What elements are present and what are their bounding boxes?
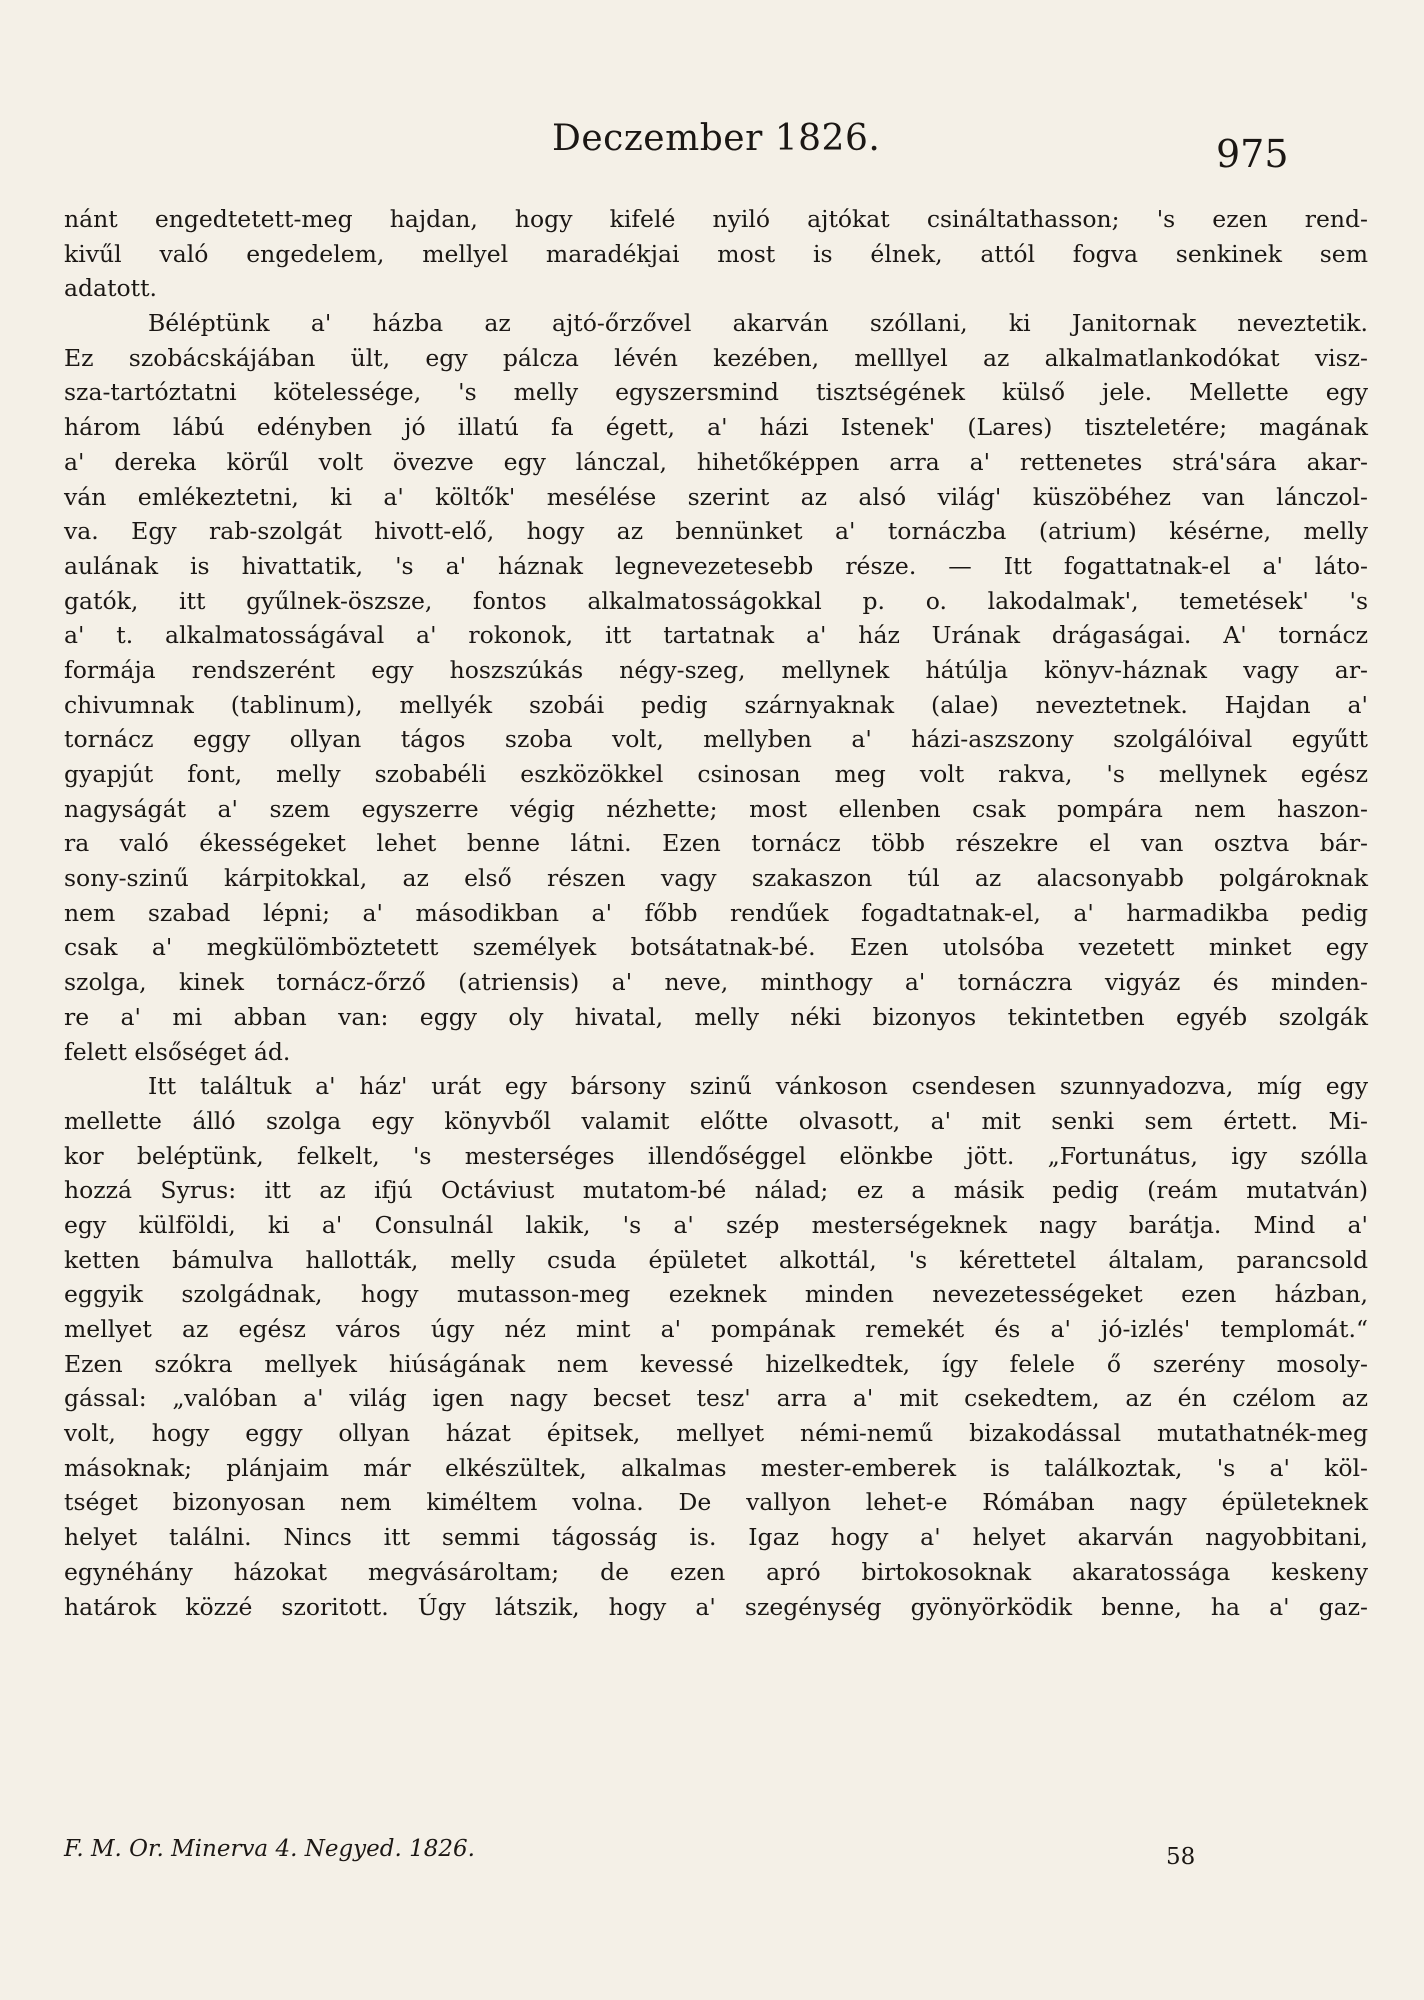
text-line: mellyet az egész város úgy néz mint a' pompának remekét és a' jó-izlés' templomát.“ <box>64 1315 1368 1343</box>
text-line: határok közzé szoritott. Úgy látszik, hogy a' szegénység gyönyörködik benne, ha a' gaz- <box>64 1592 1368 1621</box>
text-line: nánt engedtetett-meg hajdan, hogy kifelé nyiló ajtókat csináltathasson; 's ezen rend- <box>64 205 1368 233</box>
text-line: három lábú edényben jó illatú fa égett, a' házi Istenek' (Lares) tiszteletére; magának <box>64 413 1368 442</box>
text-line: gással: „valóban a' világ igen nagy becset tesz' arra a' mit csekedtem, az én czélom az <box>64 1384 1368 1413</box>
running-title: Deczember 1826. <box>552 118 881 159</box>
paragraph <box>64 306 1368 1069</box>
text-line: nem szabad lépni; a' másodikban a' főbb rendűek fogadtatnak-el, a' harmadikba pedig <box>64 898 1368 927</box>
text-line: csak a' megkülömböztetett személyek botsátatnak-bé. Ezen utolsóba vezetett minket egy <box>64 933 1368 962</box>
text-line: tséget bizonyosan nem kiméltem volna. De vallyon lehet-e Rómában nagy épületeknek <box>64 1488 1368 1517</box>
text-line: ra való ékességeket lehet benne látni. Ezen tornácz több részekre el van osztva bár- <box>64 829 1368 858</box>
page-footer <box>64 1836 1368 1876</box>
signature-mark: F. M. Or. Minerva 4. Negyed. 1826. <box>64 1836 475 1862</box>
text-line: Ez szobácskájában ült, egy pálcza lévén kezében, melllyel az alkalmatlankodókat visz- <box>64 343 1368 372</box>
paragraph <box>64 1069 1368 1624</box>
text-line: Ezen szókra mellyek hiúságának nem kevessé hizelkedtek, így felele ő szerény mosoly- <box>64 1349 1368 1378</box>
text-line: a' dereka körűl volt övezve egy lánczal, hihetőképpen arra a' rettenetes strá'sára akar- <box>64 447 1368 476</box>
text-line: nagyságát a' szem egyszerre végig nézhette; most ellenben csak pompára nem haszon- <box>64 794 1368 823</box>
text-line: re a' mi abban van: eggy oly hivatal, melly néki bizonyos tekintetben egyéb szolgák <box>64 1002 1368 1031</box>
text-line: egy külföldi, ki a' Consulnál lakik, 's a' szép mesterségeknek nagy barátja. Mind a' <box>64 1210 1368 1239</box>
text-line: tornácz eggy ollyan tágos szoba volt, mellyben a' házi-aszszony szolgálóival egyűtt <box>64 725 1368 754</box>
page-header <box>0 118 1424 174</box>
sheet-number: 58 <box>1166 1844 1196 1870</box>
text-line: ketten bámulva hallották, melly csuda épületet alkottál, 's kérettetel általam, parancsold <box>64 1245 1368 1274</box>
text-line: felett elsőséget ád. <box>64 1037 291 1066</box>
text-line: egynéhány házokat megvásároltam; de ezen apró birtokosoknak akaratossága keskeny <box>64 1557 1368 1586</box>
page-number: 975 <box>1216 132 1289 176</box>
text-line: adatott. <box>64 274 158 303</box>
text-line: kor beléptünk, felkelt, 's mesterséges illendőséggel elönkbe jött. „Fortunátus, igy szólla <box>64 1141 1368 1170</box>
text-line: hozzá Syrus: itt az ifjú Octáviust mutatom-bé nálad; ez a másik pedig (reám mutatván) <box>64 1176 1368 1205</box>
text-line: gatók, itt gyűlnek-öszsze, fontos alkalmatosságokkal p. o. lakodalmak', temetések' 's <box>64 586 1368 615</box>
text-line: a' t. alkalmatosságával a' rokonok, itt tartatnak a' ház Urának drágaságai. A' tornácz <box>64 621 1368 650</box>
text-line: helyet találni. Nincs itt semmi tágosság is. Igaz hogy a' helyet akarván nagyobbitani, <box>64 1523 1368 1552</box>
text-line: eggyik szolgádnak, hogy mutasson-meg ezeknek minden nevezetességeket ezen házban, <box>64 1280 1368 1309</box>
text-line: ván emlékeztetni, ki a' költők' mesélése szerint az alsó világ' küszöbéhez van lánczol- <box>64 482 1368 511</box>
text-line: sza-tartóztatni kötelessége, 's melly egyszersmind tisztségének külső jele. Mellette egy <box>64 378 1368 407</box>
text-line: mellette álló szolga egy könyvből valamit előtte olvasott, a' mit senki sem értett. Mi- <box>64 1106 1368 1135</box>
text-line: aulának is hivattatik, 's a' háznak legnevezetesebb része. — Itt fogattatnak-el a' láto- <box>64 551 1368 580</box>
text-line: volt, hogy eggy ollyan házat épitsek, mellyet némi-nemű bizakodással mutathatnék-meg <box>64 1419 1368 1448</box>
text-line: kivűl való engedelem, mellyel maradékjai most is élnek, attól fogva senkinek sem <box>64 239 1368 268</box>
text-line: va. Egy rab-szolgát hivott-elő, hogy az bennünket a' tornáczba (atrium) késérne, melly <box>64 517 1368 546</box>
text-line: gyapjút font, melly szobabéli eszközökkel csinosan meg volt rakva, 's mellynek egész <box>64 760 1368 788</box>
text-line: Béléptünk a' házba az ajtó-őrzővel akarván szóllani, ki Janitornak neveztetik. <box>148 309 1368 338</box>
text-line: sony-szinű kárpitokkal, az első részen vagy szakaszon túl az alacsonyabb polgároknak <box>64 864 1368 893</box>
text-line: formája rendszerént egy hoszszúkás négy-szeg, mellynek hátúlja könyv-háznak vagy ar- <box>64 655 1368 684</box>
text-line: Itt találtuk a' ház' urát egy bársony szinű vánkoson csendesen szunnyadozva, míg egy <box>148 1072 1368 1101</box>
text-line: másoknak; plánjaim már elkészültek, alkalmas mester-emberek is találkoztak, 's a' köl- <box>64 1453 1368 1482</box>
text-line: chivumnak (tablinum), mellyék szobái pedig szárnyaknak (alae) neveztetnek. Hajdan a' <box>64 690 1368 719</box>
paragraph <box>64 202 1368 306</box>
text-line: szolga, kinek tornácz-őrző (atriensis) a' neve, minthogy a' tornáczra vigyáz és minden- <box>64 968 1368 997</box>
body-text <box>64 202 1368 1624</box>
